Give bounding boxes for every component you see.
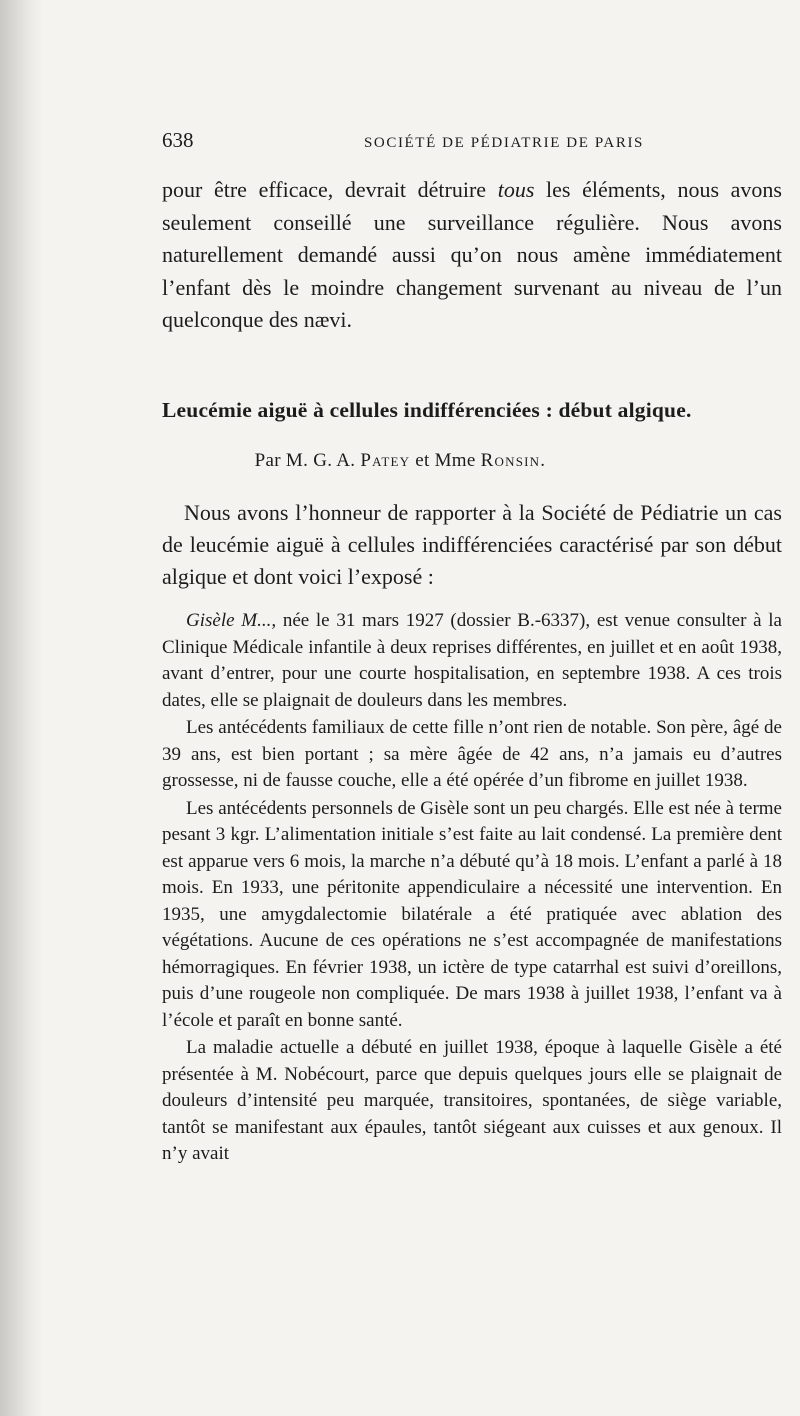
binding-shadow [0, 0, 44, 1416]
patient-name: Gisèle M..., [186, 610, 277, 631]
byline-text: Par M. G. A. [254, 450, 361, 471]
case-paragraph-2: Les antécédents familiaux de cette fille n’ont rien de notable. Son père, âgé de 39 ans, est bien portant ; sa mère âgée de 42 ans, n’a jamais eu d’autres grossesse, ni de fausse couche, elle a été opérée d’un fibrome en juillet 1938. [162, 717, 782, 791]
text-run: pour être efficace, devrait détruire [162, 177, 498, 202]
article-byline [0, 450, 800, 472]
running-head: SOCIÉTÉ DE PÉDIATRIE DE PARIS [363, 135, 644, 151]
continued-text [162, 174, 782, 337]
byline-text: . [540, 450, 546, 471]
case-paragraph-3: Les antécédents personnels de Gisèle sont un peu chargés. Elle est née à terme pesant 3 kgr. L’alimentation initiale s’est faite au lait condensé. La première dent est apparue vers 6 mois, la marche n’a débuté qu’à 18 mois. L’enfant a parlé à 18 mois. En 1933, une péritonite appendiculaire a nécessité une intervention. En 1935, une amygdalectomie bilatérale a été pratiquée avec ablation des végétations. Aucune de ces opérations ne s’est accompagnée de manifestations hémorragiques. En février 1938, un ictère de type catarrhal est suivi d’oreillons, puis d’une rougeole non compliquée. De mars 1938 à juillet 1938, l’enfant va à l’école et paraît en bonne santé. [162, 797, 782, 1031]
case-paragraph-1 [162, 608, 782, 714]
author-ronsin: Ronsin [480, 450, 541, 471]
article-intro [162, 497, 782, 593]
text-run: née le 31 mars 1927 (dossier B.-6337), est venue consulter à la Clinique Médicale infantile à deux reprises différentes, en juillet et en août 1938, avant d’entrer, pour une courte hospitalisation, en septembre 1938. A ces trois dates, elle se plaignait de douleurs dans les membres. [162, 610, 782, 711]
page-number: 638 [162, 128, 194, 152]
case-report [162, 608, 782, 1168]
case-paragraph-4: La maladie actuelle a débuté en juillet 1938, époque à laquelle Gisèle a été présentée à M. Nobécourt, parce que depuis quelques jours elle se plaignait de douleurs d’intensité peu marquée, transitoires, spontanées, de siège variable, tantôt se manifestant aux épaules, tantôt siégeant aux cuisses et aux genoux. Il n’y avait [162, 1037, 782, 1164]
article-title: Leucémie aiguë à cellules indifférenciées : début algique. [162, 398, 692, 422]
page-header [162, 128, 644, 153]
continued-paragraph [162, 174, 782, 337]
intro-paragraph: Nous avons l’honneur de rapporter à la Société de Pédiatrie un cas de leucémie aiguë à cellules indifférenciées caractérisé par son début algique et dont voici l’exposé : [162, 500, 782, 589]
text-run: les éléments, nous avons seulement conseillé une surveillance régulière. Nous avons naturellement demandé aussi qu’on nous amène immédiatement l’enfant dès le moindre changement survenant au niveau de l’un quelconque des nævi. [162, 177, 782, 332]
byline-text: et Mme [410, 450, 481, 471]
italic-word: tous [497, 177, 535, 202]
author-patey: Patey [360, 450, 411, 471]
